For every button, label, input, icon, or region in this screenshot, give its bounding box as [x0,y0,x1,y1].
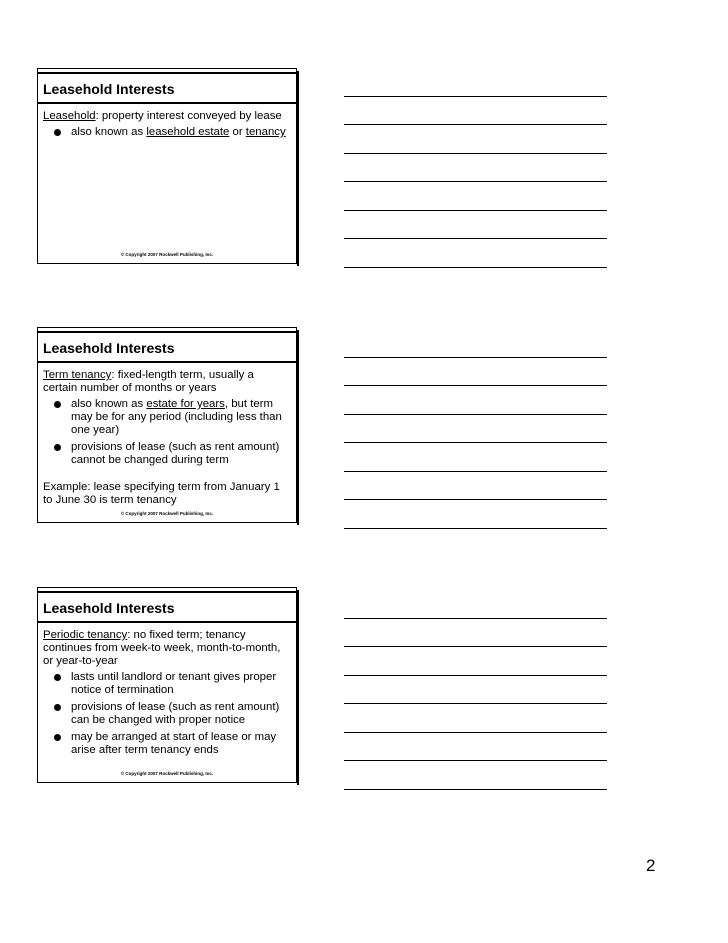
slide-intro [43,110,290,123]
note-line [344,125,607,154]
notes-lines-2 [344,329,607,529]
slide-3 [37,587,297,783]
slide-2 [37,327,297,523]
slide-title: Leasehold Interests [38,593,296,623]
bullet-text: or [229,126,246,138]
bullet-dot-icon [54,734,61,741]
bullet-text: lasts until landlord or tenant gives proper notice of termination [71,671,277,696]
notes-lines-1 [344,68,607,268]
bullet-dot-icon [54,444,61,451]
note-line [344,211,607,240]
copyright-notice: © Copyright 2007 Rockwell Publishing, Inc. [120,252,214,257]
note-line [344,329,607,358]
bullet-item [43,398,290,437]
bullet-text: provisions of lease (such as rent amount) can be changed with proper notice [71,701,280,726]
bullet-text: , but term may be for any period (including less than one year) [71,398,282,436]
copyright-notice: © Copyright 2007 Rockwell Publishing, Inc. [120,771,214,776]
bullet-dot-icon [54,704,61,711]
note-line [344,154,607,183]
note-line [344,619,607,648]
term-term-tenancy: Term tenancy [43,369,112,381]
copyright-notice: © Copyright 2007 Rockwell Publishing, Inc. [120,511,214,516]
example-text: Example: lease specifying term from January 1 to June 30 is term tenancy [43,481,280,506]
slide-body [38,363,296,507]
note-line [344,590,607,619]
note-line [344,733,607,762]
note-line [344,415,607,444]
bullet-dot-icon [54,674,61,681]
note-line [344,239,607,268]
note-line [344,472,607,501]
note-line [344,386,607,415]
note-line [344,182,607,211]
note-line [344,647,607,676]
intro-text: : property interest conveyed by lease [95,110,282,122]
bullet-text: also known as [71,126,147,138]
slide-1 [37,68,297,264]
bullet-list [43,126,290,139]
slide-intro [43,629,290,668]
term-tenancy: tenancy [245,126,286,138]
note-line [344,704,607,733]
page-number: 2 [646,856,656,875]
note-line [344,500,607,529]
bullet-item [43,126,290,139]
note-line [344,358,607,387]
bullet-text: also known as [71,398,147,410]
bullet-text: may be arranged at start of lease or may arise after term tenancy ends [71,731,277,756]
bullet-item [43,441,290,467]
bullet-item [43,671,290,697]
intro-text: : no fixed term; tenancy continues from week-to week, month-to-month, or year-to-year [43,629,281,667]
note-line [344,676,607,705]
notes-lines-3 [344,590,607,790]
bullet-dot-icon [54,129,61,136]
bullet-text: provisions of lease (such as rent amount) cannot be changed during term [71,441,280,466]
intro-text: : fixed-length term, usually a certain number of months or years [43,369,254,394]
bullet-list [43,671,290,757]
slide-title: Leasehold Interests [38,74,296,104]
slide-body [38,104,296,139]
term-estate-for-years: estate for years [146,398,225,410]
bullet-item [43,701,290,727]
bullet-dot-icon [54,401,61,408]
term-periodic-tenancy: Periodic tenancy [43,629,128,641]
term-leasehold: Leasehold [43,110,96,122]
note-line [344,97,607,126]
bullet-list [43,398,290,467]
slide-intro [43,369,290,395]
note-line [344,68,607,97]
bullet-item [43,731,290,757]
slide-title: Leasehold Interests [38,333,296,363]
note-line [344,761,607,790]
term-leasehold-estate: leasehold estate [146,126,230,138]
note-line [344,443,607,472]
slide-body [38,623,296,757]
